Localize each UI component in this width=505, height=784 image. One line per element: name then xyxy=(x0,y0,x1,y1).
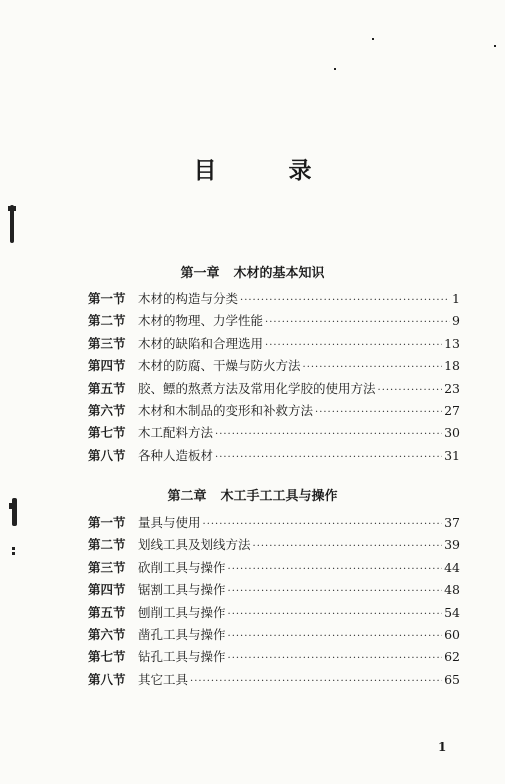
section-page: 44 xyxy=(444,559,460,575)
dot-leader xyxy=(303,357,443,379)
section-page: 27 xyxy=(444,402,460,418)
section-page: 62 xyxy=(444,649,460,665)
section-page: 60 xyxy=(444,626,460,642)
section-title: 其它工具 xyxy=(138,671,189,687)
section-label: 第四节 xyxy=(88,358,126,374)
toc-entry[interactable] xyxy=(88,646,460,668)
dot-leader xyxy=(190,671,442,693)
section-title: 量具与使用 xyxy=(138,515,201,530)
page-number: 1 xyxy=(438,740,447,754)
section-label: 第七节 xyxy=(88,649,126,665)
section-title: 木材的缺陷和合理选用 xyxy=(138,335,264,351)
dot-leader xyxy=(203,514,443,536)
section-label: 第六节 xyxy=(88,402,126,418)
section-label: 第一节 xyxy=(88,515,126,530)
section-title: 木材和木制品的变形和补救方法 xyxy=(138,402,314,418)
section-label: 第八节 xyxy=(88,671,126,687)
section-title: 刨削工具与操作 xyxy=(138,604,226,620)
toc-entry[interactable] xyxy=(88,557,460,579)
dot-leader xyxy=(215,424,442,446)
toc-list-chapter-1 xyxy=(88,288,460,467)
toc-list-chapter-2 xyxy=(88,512,460,691)
section-title: 各种人造板材 xyxy=(138,447,214,463)
dot-leader xyxy=(228,626,443,648)
toc-entry[interactable] xyxy=(88,669,460,691)
toc-entry[interactable] xyxy=(88,378,460,400)
chapter-name: 木工手工工具与操作 xyxy=(220,489,338,504)
section-label: 第三节 xyxy=(88,559,126,575)
toc-entry[interactable] xyxy=(88,355,460,377)
toc-entry[interactable] xyxy=(88,445,460,467)
section-label: 第五节 xyxy=(88,380,126,396)
page-title: 目 录 xyxy=(193,157,344,184)
dot-leader xyxy=(228,648,443,670)
toc-entry[interactable] xyxy=(88,310,460,332)
dot-leader xyxy=(253,536,443,558)
dot-leader xyxy=(228,559,443,581)
section-label: 第二节 xyxy=(88,537,126,553)
section-page: 1 xyxy=(452,291,460,306)
chapter-heading-1 xyxy=(0,262,505,281)
toc-entry[interactable] xyxy=(88,624,460,646)
chapter-number: 第一章 xyxy=(180,266,220,281)
section-page: 9 xyxy=(452,313,460,329)
section-label: 第二节 xyxy=(88,313,126,329)
dot-leader xyxy=(228,604,443,626)
section-page: 13 xyxy=(444,335,460,351)
toc-entry[interactable] xyxy=(88,579,460,601)
section-title: 木工配料方法 xyxy=(138,425,214,441)
toc-entry[interactable] xyxy=(88,534,460,556)
dot-leader xyxy=(378,380,443,402)
dot-leader xyxy=(265,335,442,357)
chapter-name: 木材的基本知识 xyxy=(233,266,325,281)
section-page: 65 xyxy=(444,671,460,687)
dot-leader xyxy=(265,312,450,334)
section-label: 第六节 xyxy=(88,626,126,642)
toc-entry[interactable] xyxy=(88,512,460,534)
section-page: 37 xyxy=(444,515,460,530)
section-page: 39 xyxy=(444,537,460,553)
section-label: 第一节 xyxy=(88,291,126,306)
dot-leader xyxy=(315,402,442,424)
section-label: 第七节 xyxy=(88,425,126,441)
toc-entry[interactable] xyxy=(88,422,460,444)
section-title: 木材的防腐、干燥与防火方法 xyxy=(138,358,301,374)
section-title: 锯割工具与操作 xyxy=(138,582,226,598)
section-title: 胶、鳔的熬煮方法及常用化学胶的使用方法 xyxy=(138,380,376,396)
section-label: 第四节 xyxy=(88,582,126,598)
chapter-heading-2 xyxy=(0,485,505,504)
toc-entry[interactable] xyxy=(88,400,460,422)
section-page: 30 xyxy=(444,425,460,441)
section-page: 18 xyxy=(444,358,460,374)
section-title: 砍削工具与操作 xyxy=(138,559,226,575)
dot-leader xyxy=(240,290,450,312)
section-title: 划线工具及划线方法 xyxy=(138,537,251,553)
section-title: 木材的物理、力学性能 xyxy=(138,313,264,329)
section-label: 第八节 xyxy=(88,447,126,463)
toc-entry[interactable] xyxy=(88,333,460,355)
dot-leader xyxy=(215,447,442,469)
section-page: 31 xyxy=(444,447,460,463)
chapter-number: 第二章 xyxy=(167,489,207,504)
section-page: 48 xyxy=(444,582,460,598)
section-label: 第五节 xyxy=(88,604,126,620)
section-title: 凿孔工具与操作 xyxy=(138,626,226,642)
section-page: 23 xyxy=(444,380,460,396)
section-page: 54 xyxy=(444,604,460,620)
toc-entry[interactable] xyxy=(88,288,460,310)
section-label: 第三节 xyxy=(88,335,126,351)
section-title: 钻孔工具与操作 xyxy=(138,649,226,665)
toc-entry[interactable] xyxy=(88,602,460,624)
dot-leader xyxy=(228,581,443,603)
section-title: 木材的构造与分类 xyxy=(138,291,239,306)
